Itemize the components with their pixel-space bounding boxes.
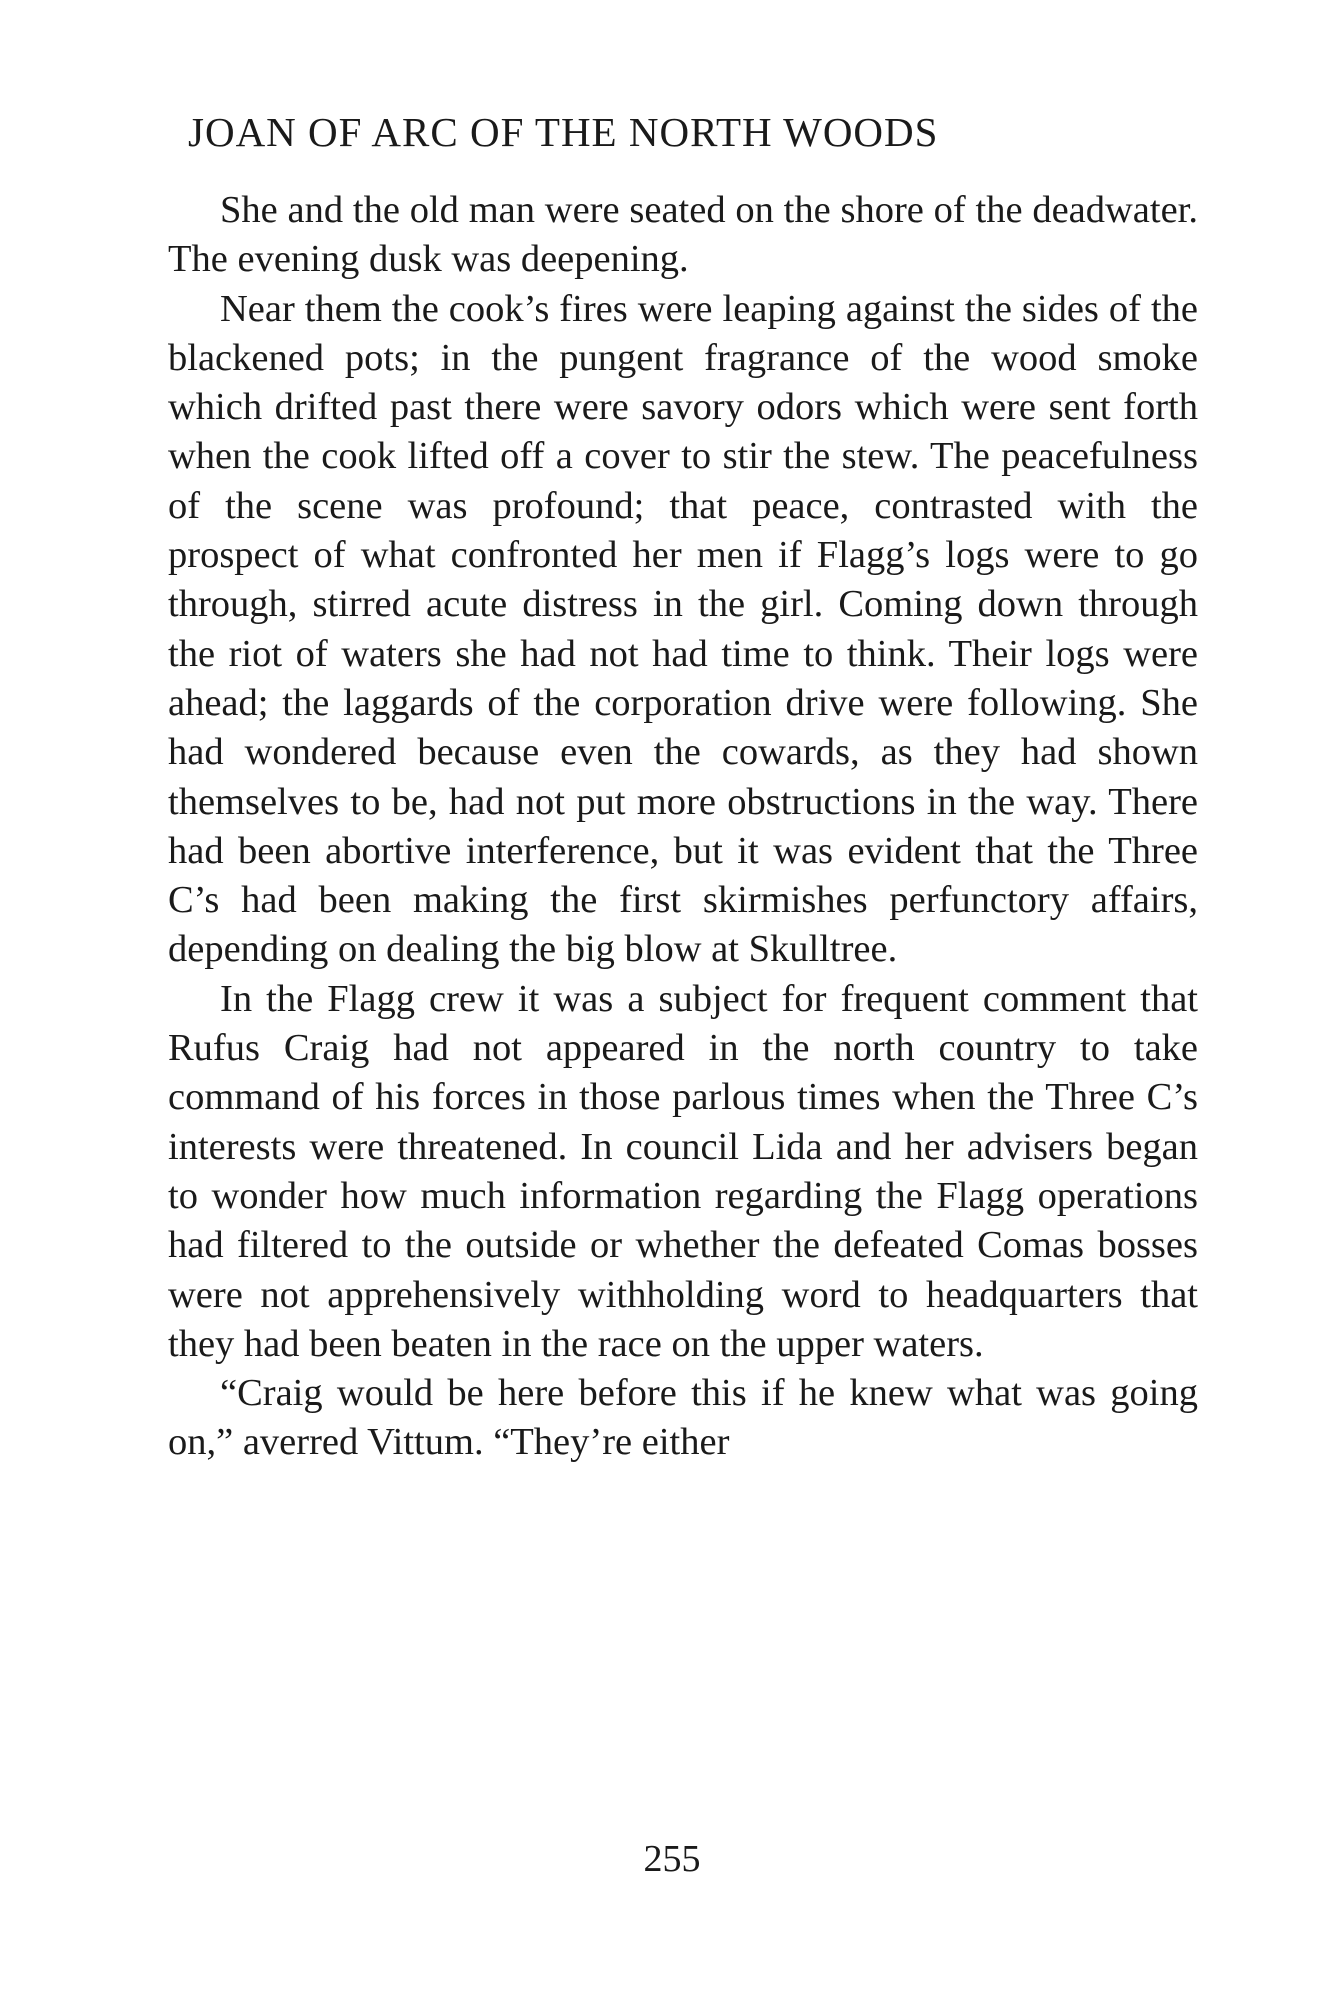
paragraph: Near them the cook’s fires were leaping against the sides of the blackened pots; in the pungent fragrance of the wood smoke which drifted past there were savory odors which were sent forth when the cook lifted off a cover to stir the stew. The peacefulness of the scene was profound; that peace, contrasted with the prospect of what confronted her men if Flagg’s logs were to go through, stirred acute distress in the girl. Coming down through the riot of waters she had not had time to think. Their logs were ahead; the laggards of the corporation drive were following. She had wondered because even the cowards, as they had shown themselves to be, had not put more obstructions in the way. There had been abortive interference, but it was evident that the Three C’s had been making the first skirmishes perfunctory affairs, depending on dealing the big blow at Skulltree. [168,287,1198,971]
paragraph: In the Flagg crew it was a subject for frequent comment that Rufus Craig had not appeared in the north country to take command of his forces in those parlous times when the Three C’s interests were threatened. In council Lida and her advisers began to wonder how much information regarding the Flagg operations had filtered to the outside or whether the defeated Comas bosses were not apprehensively withholding word to headquarters that they had been beaten in the race on the upper waters. [168,977,1198,1365]
paragraph: “Craig would be here before this if he knew what was going on,” averred Vittum. “They’re either [168,1372,1198,1464]
running-head: JOAN OF ARC OF THE NORTH WOODS [188,109,939,155]
page-body [168,186,1198,1468]
page-number: 255 [643,1838,701,1880]
paragraph: She and the old man were seated on the shore of the deadwater. The evening dusk was deepening. [168,189,1198,281]
